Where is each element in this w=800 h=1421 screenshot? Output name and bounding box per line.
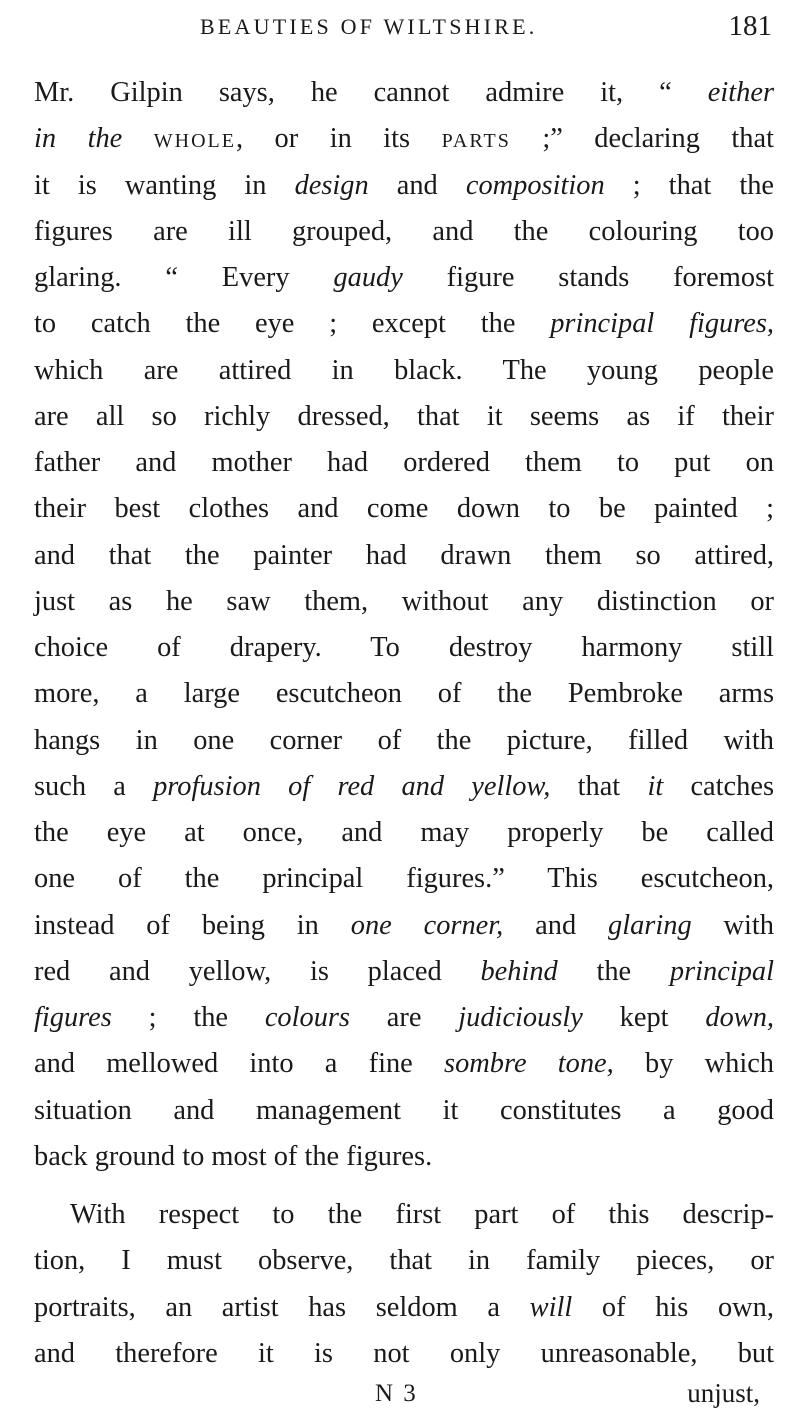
text-run: hangs in one corner of the picture, filled with (34, 724, 774, 756)
text-run: the (557, 955, 670, 987)
italic-text: composition (465, 169, 605, 201)
italic-text: principal (669, 955, 774, 987)
text-run: red and yellow, is placed (34, 955, 481, 987)
text-run: figures are ill grouped, and the colouring too (34, 215, 774, 247)
text-line (34, 718, 774, 764)
text-run: which are attired in black. The young people (34, 354, 774, 386)
text-run: , or in its (235, 123, 442, 155)
italic-text: principal figures, (550, 308, 774, 340)
text-line (34, 671, 774, 717)
italic-text: sombre tone, (444, 1048, 614, 1080)
text-line (34, 625, 774, 671)
text-line (34, 1134, 774, 1180)
text-run: and mellowed into a fine (34, 1048, 445, 1080)
text-line (34, 579, 774, 625)
text-line (34, 995, 774, 1041)
text-line (34, 394, 774, 440)
text-line (34, 949, 774, 995)
text-line (34, 1088, 774, 1134)
text-line (34, 810, 774, 856)
text-run: are all so richly dressed, that it seems as if their (34, 400, 774, 432)
text-run: and therefore it is not only unreasonable, but (34, 1337, 774, 1369)
small-caps-text: parts (441, 123, 511, 155)
text-line (34, 486, 774, 532)
text-run: instead of being in (34, 909, 351, 941)
text-line (34, 764, 774, 810)
text-run: tion, I must observe, that in family pieces, or (34, 1245, 774, 1277)
italic-text: colours (264, 1002, 350, 1033)
catchword: unjust, (687, 1378, 760, 1408)
text-run: portraits, an artist has seldom a (34, 1291, 530, 1323)
italic-text: figures (34, 1002, 112, 1033)
italic-text: profusion of red and yellow, (153, 770, 551, 802)
text-line (34, 209, 774, 255)
text-run: catches (663, 770, 774, 802)
italic-text: behind (480, 955, 558, 987)
text-run: the eye at once, and may properly be called (34, 817, 774, 848)
text-run: Mr. Gilpin says, he cannot admire it, “ (34, 77, 708, 108)
text-line (34, 116, 774, 162)
italic-text: design (294, 169, 369, 201)
text-run: that (550, 770, 648, 802)
page-number: 181 (728, 10, 772, 42)
text-run: father and mother had ordered them to put on (34, 447, 774, 478)
text-line (34, 255, 774, 301)
italic-text: will (529, 1291, 573, 1323)
italic-text: either (707, 77, 774, 108)
text-run: choice of drapery. To destroy harmony still (34, 632, 774, 663)
text-run: to catch the eye ; except the (34, 308, 551, 340)
italic-text: glaring (608, 909, 692, 941)
text-run: their best clothes and come down to be painted ; (34, 493, 774, 525)
text-run: kept (582, 1002, 706, 1033)
running-head: BEAUTIES OF WILTSHIRE. (200, 14, 538, 39)
text-line (34, 533, 774, 579)
italic-text: it (647, 770, 664, 802)
italic-text: down, (705, 1002, 774, 1033)
text-run: it is wanting in (34, 169, 295, 201)
text-run: and (368, 169, 466, 201)
text-run: by which (613, 1048, 774, 1080)
text-run: more, a large escutcheon of the Pembroke arms (34, 678, 774, 710)
text-line (34, 348, 774, 394)
text-line (34, 1192, 774, 1238)
text-line (34, 440, 774, 486)
signature-mark: N 3 (375, 1380, 418, 1407)
text-line (34, 903, 774, 949)
text-line (34, 70, 774, 116)
text-run: figure stands foremost (402, 262, 775, 293)
text-run: with (691, 909, 774, 941)
text-line (34, 301, 774, 347)
text-run: ; the (111, 1002, 265, 1033)
text-line (34, 1041, 774, 1087)
italic-text: judiciously (458, 1002, 583, 1033)
text-line (34, 1238, 774, 1284)
italic-text: one corner, (350, 909, 504, 941)
text-line (34, 1285, 774, 1331)
paragraph-gap (34, 1180, 774, 1192)
text-run: of his own, (572, 1291, 774, 1323)
text-run: one of the principal figures.” This escutcheon, (34, 863, 774, 895)
text-run (122, 123, 154, 154)
text-run: situation and management it constitutes a good (34, 1094, 774, 1126)
text-run: just as he saw them, without any distinction or (34, 585, 774, 617)
text-run: With respect to the first part of this descrip- (70, 1199, 774, 1230)
small-caps-text: whole (153, 123, 236, 155)
text-run: and that the painter had drawn them so attired, (34, 539, 774, 571)
text-run: ;” declaring that (510, 123, 774, 155)
text-run: ; that the (604, 169, 775, 201)
text-run: such a (34, 770, 154, 802)
text-run: glaring. “ Every (34, 262, 334, 293)
text-line (34, 856, 774, 902)
text-run: back ground to most of the figures. (34, 1140, 433, 1172)
text-line (34, 163, 774, 209)
italic-text: in the (34, 123, 123, 155)
italic-text: gaudy (333, 262, 403, 293)
text-run: are (350, 1002, 459, 1033)
text-run: and (503, 909, 609, 941)
body-text (34, 70, 774, 1377)
text-line (34, 1331, 774, 1377)
